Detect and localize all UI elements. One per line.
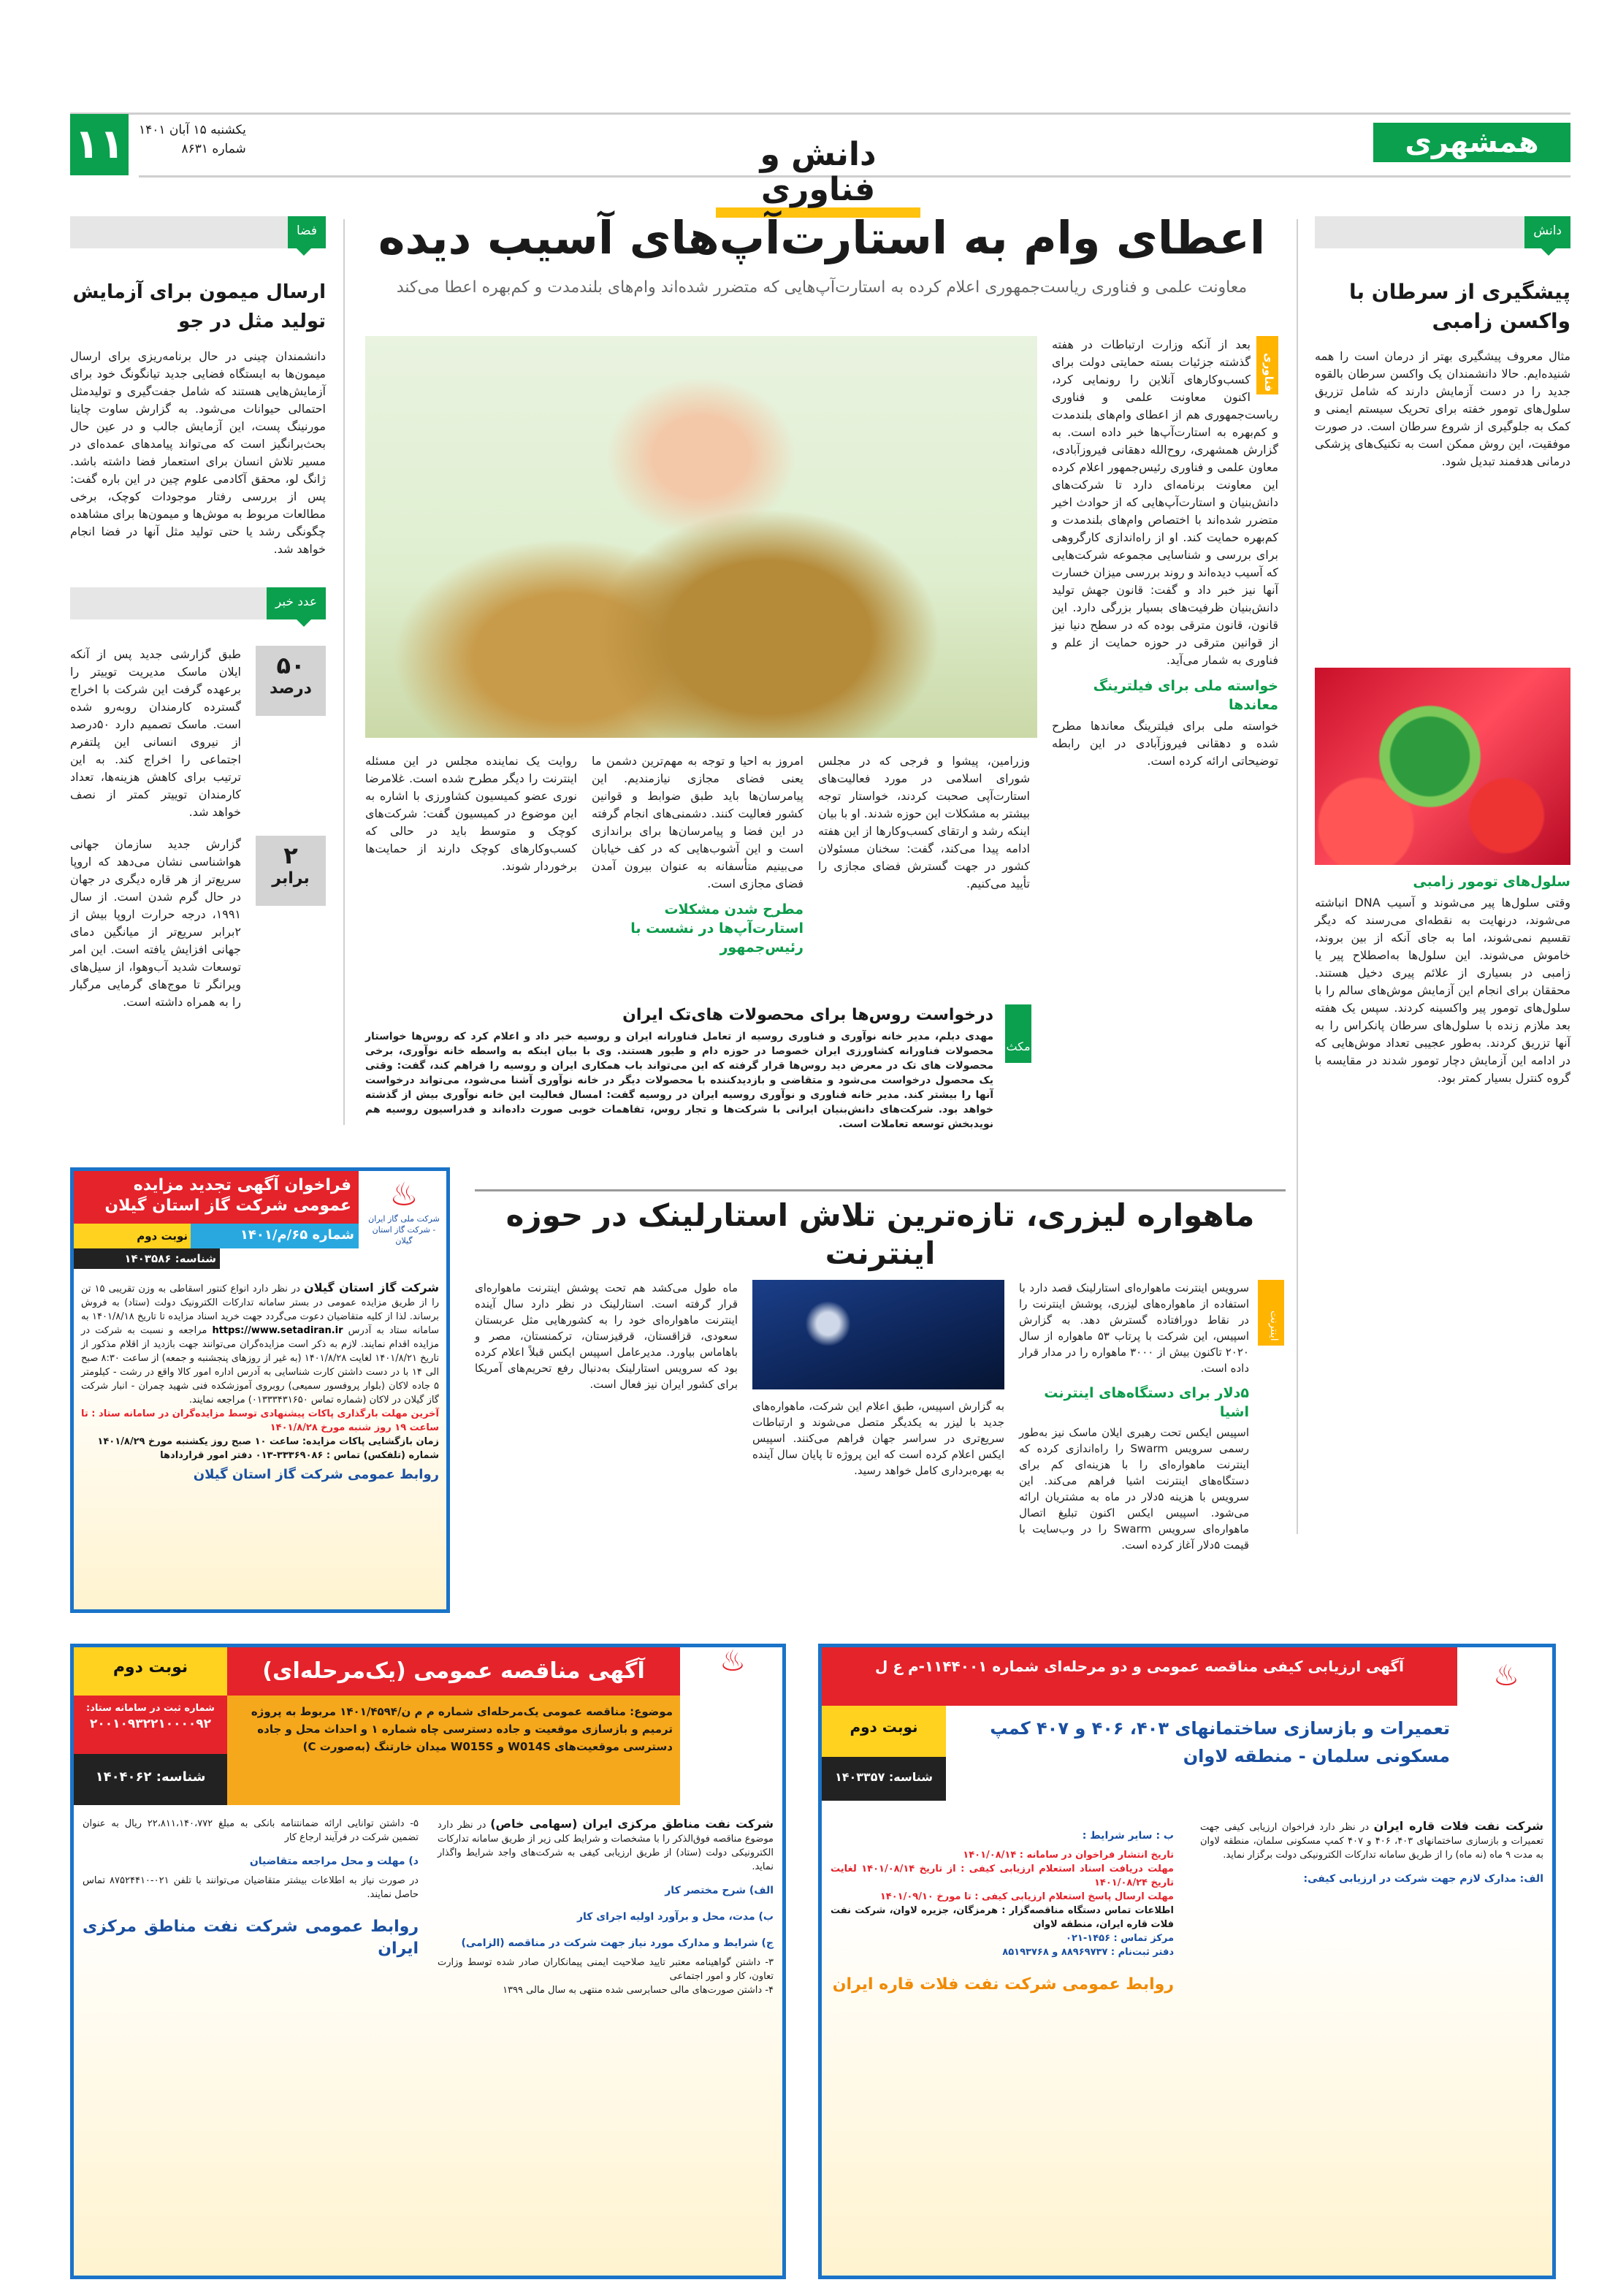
main-body: وزرامین، پیشوا و فرجی که در مجلس شورای اسلامی در مورد فعالیت‌های استارت‌آپی صحبت کردند، خواستار توجه بیشتر به مشکلات این حوزه شدند. او با بیان اینکه رشد و ارتقای کسب‌وکارها از این هفته ادامه پیدا می‌کند، گفت: سخنان مسئولان کشور در جهت گسترش فضای مجازی را تأیید می‌کنیم.: [818, 754, 1030, 890]
number-box: [256, 646, 326, 716]
caption-body: وقتی سلول‌ها پیر می‌شوند و آسیب DNA انباشته می‌شوند، درنهایت به نقطه‌ای می‌رسند که دیگر تقسیم نمی‌شوند، اما به جای آنکه از بین بروند، خاموش می‌شوند. این سلول‌ها به‌اصطلاح پیر یا زامبی در بسیاری از علائم پیری دخیل هستند. محققان برای انجام این آزمایش موش‌های سالم را با سلول‌های تومور پیر واکسینه کردند. سپس یک هفته بعد ملازم زنده با سلول‌های سرطان پانکراس را به آنها تزریق کردند. به‌طور عجیبی تعداد موش‌هایی که در ادامه این آزمایش دچار تومور شدند در مقایسه با گروه کنترل بسیار کمتر بود.: [1315, 896, 1570, 1085]
ad-opening: زمان بازگشایی پاکات مزایده: ساعت ۱۰ صبح روز یکشنبه مورخ ۱۴۰۱/۸/۲۹: [97, 1436, 439, 1447]
ad-title: فراخوان آگهی تجدید مزایده عمومی شرکت گاز استان گیلان: [74, 1171, 359, 1224]
ad-id: شناسه: ۱۴۰۳۵۸۶: [74, 1248, 220, 1269]
section-bar: [1315, 216, 1570, 248]
section-tag: فضا: [288, 216, 326, 248]
number-value: ۵۰: [276, 652, 305, 679]
ad-deadline: آخرین مهلت بارگذاری پاکات پیشنهادی توسط مزایده‌گران در سامانه ستاد : تا ساعت ۱۹ روز شنبه مورخ ۱۴۰۱/۸/۲۸: [81, 1408, 439, 1433]
ad-title: آگهی ارزیابی کیفی مناقصه عمومی و دو مرحله‌ای شماره ۱۱۴۴۰۰۱-م ع ل: [822, 1647, 1457, 1706]
makth-body: مهدی دیلم، مدیر خانه نوآوری و فناوری روسیه از تعامل فناورانه ایران و روسیه خبر داد و اعلام کرد که روس‌ها خواستار محصولات فناورانه کشاورزی ایران خصوصا در حوزه دام و طیور هستند. وی با بیان اینکه به واسطه خانه نوآوری، برخی محصولات های تک در معرض دید روس‌ها قرار گرفته که این می‌تواند باب همکاری ایران و روسیه را فراهم کند، گفت: وقتی یک محصول درخواست می‌شود و متقاضی و بازدیدکننده با محصولات دیگر در خانه نوآوری آشنا می‌شود، می‌تواند درخواست آنها را بیشتر کند. مدیر خانه فناوری و نوآوری روسیه ایران در روسیه گفت: امسال فعالیت این خانه نوآوری بیش از گذشته خواهد بود. شرکت‌های دانش‌بنیان ایرانی با شرکت‌ها و تجار روس، تفاهمات خوبی صورت داده‌اند و فدراسیون روسیه هم نویدبخش توسعه تعاملات است.: [365, 1031, 993, 1130]
main-col-4: [365, 752, 577, 875]
main-body: روایت یک نماینده مجلس در این مسئله اینترنت را دیگر مطرح شده است. غلامرضا نوری عضو کمیسیون کشاورزی با اشاره به این موضوع در کمیسیون گفت: شرکت‌های کوچک و متوسط باید در حالی که کسب‌وکارهای کوچک دارند از حمایت‌ها برخوردار شوند.: [365, 754, 577, 873]
ad-footer: روابط عمومی شرکت نفت مناطق مرکزی ایران: [83, 1918, 419, 1958]
satellite-body: اسپیس ایکس تحت رهبری ایلان ماسک نیز به‌طور رسمی سرویس Swarm را راه‌اندازی کرده که اینترنت ماهواره‌ای را با هزینه‌ای کم برای دستگاه‌های اینترنت اشیا فراهم می‌کند. این سرویس با هزینه ۵دلار در ماه به مشتریان ارائه می‌شود. اسپیس ایکس اکنون تبلیغ اتصال ماهواره‌ای سرویس Swarm را در وب‌سایت با قیمت ۵دلار آغاز کرده است.: [1019, 1426, 1249, 1552]
article-body: دانشمندان چینی در حال برنامه‌ریزی برای ارسال میمون‌ها به ایستگاه فضایی جدید تیانگونگ خود برای آزمایش‌هایی هستند که شامل جفت‌گیری و تولیدمثل احتمالی حیوانات می‌شود. به گزارش ساوت چاینا مورنینگ پست، این آزمایش جالب و در عین حال بحث‌برانگیز است که می‌تواند پیامدهای عمده‌ای در مسیر تلاش انسان برای استعمار فضا داشته باشد. ژانگ لو، محقق آکادمی علوم چین در این باره گفت: پس از بررسی رفتار موجودات کوچک، برخی مطالعات مربوط به موش‌ها و میمون‌ها برای مشاهده چگونگی رشد یا حتی تولید مثل آنها در فضا انجام خواهد شد.: [70, 349, 326, 556]
ad-item: الف) شرح مختصر کار: [665, 1885, 774, 1896]
makth-box: [365, 1004, 993, 1132]
coins-plant-image: [365, 336, 1037, 738]
ad-body: [438, 1817, 774, 1997]
zombie-cells-image: [1315, 668, 1570, 865]
ad-text: در نظر دارد انواع کنتور اسقاطی به وزن تقریبی ۱۵ تن را از طریق مزایده عمومی در بستر سامانه تدارکات الکترونیک دولت (ستاد) به فروش برساند. لذا از کلیه متقاضیان دعوت می‌گردد جهت خرید اسناد مزایده تا تاریخ ۱۴۰۱/۸/۱۸ به سامانه ستاد به آدرس: [81, 1284, 439, 1336]
ad-footer: روابط عمومی شرکت نفت فلات قاره ایران: [832, 1975, 1174, 1994]
oil-company-logo: [1466, 1659, 1546, 1693]
right-column: [1315, 216, 1570, 1087]
main-subhead: خواسته ملی برای فیلترینگ معاندها: [1093, 678, 1278, 713]
number-value: ۲: [283, 842, 298, 869]
column-divider: [1297, 219, 1298, 1534]
ad-item: اطلاعات تماس دستگاه مناقصه‌گزار : هرمزگان، جزیره لاوان، شرکت نفت فلات قاره ایران، منطقه لاوان: [831, 1905, 1174, 1930]
flame-icon: ♨: [389, 1176, 419, 1213]
ad-item: ج) شرایط و مدارک مورد نیاز جهت شرکت در مناقصه (الزامی): [461, 1937, 774, 1949]
section-tag: دانش: [1524, 216, 1570, 248]
main-tag: فناوری: [1256, 336, 1278, 394]
ad-contact: مرکز تماس : ۱۴۵۶-۰۲۱: [1066, 1933, 1174, 1944]
satellite-body: ماه طول می‌کشد هم تحت پوشش اینترنت ماهواره‌ای قرار گرفته است. استارلینک در نظر دارد سال آینده اینترنت ماهواره‌ای خود را به کشورهایی مثل عربستان سعودی، قزاقستان، قرقیزستان، ترکمنستان، مصر و باهاماس بیاورد. مدیرعامل اسپیس ایکس قبلاً اعلام کرده بود که سرویس استارلینک به‌دنبال رفع تحریم‌های آمریکا برای کشور ایران نیز فعال است.: [475, 1281, 738, 1391]
setad-link[interactable]: https://www.setadiran.ir: [212, 1325, 343, 1336]
ad-number: شماره ۶۵/م/۱۴۰۱: [191, 1224, 359, 1248]
ad-text: مراجعه و نسبت به شرکت در مزایده اقدام نمایند. لازم به ذکر است مزایده‌گران می‌توانند جهت بازدید از اقلام مذکور از تاریخ ۱۴۰۱/۸/۲۱ لغایت ۱۴۰۱/۸/۲۸ (به غیر از روزهای پنجشنبه و جمعه) از ساعت ۸:۳۰ صبح الی ۱۴ با در دست داشتن کارت شناسایی به آدرس اداره امور کالا واقع در رشت - کیلومتر ۵ جاده لاکان (بلوار پروفسور سمیعی) روبروی آموزشکده فنی شهید چمران - انبار شرکت گاز گیلان در لاکان (شماره تماس ۰۱۳۳۳۴۳۱۶۵۰) مراجعه نمایند.: [81, 1325, 440, 1406]
ad-central-oil: [70, 1644, 786, 2279]
makth-title: درخواست روس‌ها برای محصولات های‌تک ایران: [622, 1006, 993, 1024]
ad-body: [1200, 1819, 1543, 1891]
number-box: [256, 836, 326, 906]
ad-subject: تعمیرات و بازسازی ساختمانهای ۴۰۳، ۴۰۶ و ۴۰۷ کمپ مسکونی سلمان - منطقه لاوان: [990, 1718, 1450, 1766]
ad-body-left: [83, 1817, 419, 1960]
main-body: بعد از آنکه وزارت ارتباطات در هفته گذشته جزئیات بسته حمایتی دولت برای کسب‌وکارهای آنلاین را رونمایی کرد، اکنون معاونت علمی و فناوری ریاست‌جمهوری هم از اعطای وام‌های بلندمدت و کم‌بهره به استارت‌آپ‌ها خبر داده است. به گزارش همشهری، روح‌الله دهقانی فیروزآبادی، معاون علمی و فناوری رئیس‌جمهور اعلام کرده این معاونت برنامه‌ای دارد تا شرکت‌های دانش‌بنیان و استارت‌آپ‌هایی که از حوادث اخیر متضرر شده‌اند با اختصاص وام‌های بلندمدت و کم‌بهره حمایت کند. او از راه‌اندازی کارگروهی برای بررسی و شناسایی مجموعه شرکت‌هایی که آسیب دیده‌اند و روند بررسی میزان خسارت آنها نیز خبر داد و گفت: قانون جهش تولید دانش‌بنیان ظرفیت‌های بسیار بزرگی دارد. این قانون، قانون مترقی بوده که در سطح دنیا نیز از قوانین مترقی در حوزه حمایت از علم و فناوری به شمار می‌آید.: [1052, 337, 1278, 667]
section-rule: [475, 1189, 1286, 1191]
ad-text: در نظر دارد موضوع مناقصه فوق‌الذکر را با مشخصات و شرایط کلی زیر از طریق سامانه تدارکات الکترونیکی دولت (ستاد) از طریق ارزیابی کیفی به شرکت‌های واجد شرایط واگذار نماید.: [438, 1820, 774, 1872]
section-title: دانش و فناوری: [716, 137, 920, 218]
main-body: امروز به احیا و توجه به مهم‌ترین دشمن ما یعنی فضای مجازی نیازمندیم. این پیامرسان‌ها باید طبق ضوابط و قوانین کشور فعالیت کنند. دشمنی‌های انجام گرفته در این فضا و پیامرسان‌ها برای براندازی است و این آشوب‌هایی که در کف خیابان می‌بینیم متأسفانه به عنوان بیرون آمدن فضای مجازی است.: [592, 754, 804, 890]
satellite-col-2: [752, 1398, 1004, 1479]
ad-body-left: [831, 1819, 1174, 1996]
ad-contact: در صورت نیاز به اطلاعات بیشتر متقاضیان می‌توانند با تلفن ۰۲۱-۸۷۵۲۴۴۱۰ تماس حاصل نمایند.: [83, 1875, 419, 1900]
number-item: [70, 646, 326, 821]
ad-round: نوبت دوم: [74, 1647, 227, 1696]
number-unit: درصد: [270, 679, 312, 698]
ad-item: ب : سایر شرایط :: [1082, 1830, 1174, 1842]
left-column: [70, 216, 326, 1011]
issue-date: یکشنبه ۱۵ آبان ۱۴۰۱: [139, 123, 246, 137]
satellite-subhead: ۵دلار برای دستگاه‌های اینترنت اشیا: [1044, 1385, 1249, 1420]
ad-text: در نظر دارد فراخوان ارزیابی کیفی جهت تعمیرات و بازسازی ساختمانهای ۴۰۳، ۴۰۶ و ۴۰۷ کمپ مسکونی سلمان، منطقه لاوان به مدت ۹ ماه (نه ماه) را از طریق سامانه تدارکات الکترونیکی دولت برگزار نماید.: [1200, 1822, 1543, 1861]
ad-setad: شماره ثبت در سامانه ستاد: ۲۰۰۱۰۹۳۲۲۱۰۰۰۰۹۲: [74, 1696, 227, 1754]
ad-item: ب) مدت، محل و برآورد اولیه اجرای کار: [576, 1911, 774, 1923]
number-text: طبق گزارشی جدید پس از آنکه ایلان ماسک مدیریت توییتر را برعهده گرفت این شرکت با اخراج گسترده کارمندان روبه‌رو شده است. ماسک تصمیم دارد ۵۰درصد از نیروی انسانی این پلتفرم اجتماعی را اخراج کند. به این ترتیب برای کاهش هزینه‌ها، تعداد کارمندان توییتر کمتر از نصف خواهد شد.: [70, 647, 241, 819]
caption-title: سلول‌های تومور زامبی: [1413, 874, 1570, 890]
page-number: ۱۱: [70, 114, 129, 175]
ad-item: مهلت دریافت اسناد استعلام ارزیابی کیفی : از تاریخ ۱۴۰۱/۰۸/۱۴ لغایت تاریخ ۱۴۰۱/۰۸/۲۴: [831, 1864, 1174, 1888]
main-subhead: مطرح شدن مشکلات استارت‌آپ‌ها در نشست با رئیس‌جمهور: [630, 901, 804, 956]
main-col-3: [592, 752, 804, 960]
section-bar: [70, 216, 326, 248]
numbers-tag: عدد خبر: [267, 587, 326, 619]
gas-company-logo: ♨ شرکت ملی گاز ایران - شرکت گاز استان گیلان: [368, 1176, 440, 1246]
number-text: گزارش جدید سازمان جهانی هواشناسی نشان می‌دهد که اروپا سریع‌تر از هر قاره دیگری در جهان در حال گرم شدن است. از سال ۱۹۹۱، درجه حرارت اروپا بیش از ۲برابر سریع‌تر از میانگین دمای جهانی افزایش یافته است. این امر توسعات شدید آب‌وهوا، از سیل‌های ویرانگر تا موج‌های گرمایی مرگبار را به همراه داشته است.: [70, 837, 241, 1009]
satellite-tag: اینترنت: [1258, 1280, 1284, 1346]
makth-tag: مکث: [1005, 1004, 1031, 1063]
column-divider: [343, 219, 345, 1125]
number-unit: برابر: [272, 869, 310, 888]
ad-round: نوبت دوم: [74, 1224, 191, 1248]
satellite-image: [752, 1280, 1004, 1389]
ad-footer: روابط عمومی شرکت گاز استان گیلان: [193, 1467, 439, 1482]
ad-item: د) مهلت و محل مراجعه متقاضیان: [249, 1856, 419, 1867]
satellite-col-3: [475, 1280, 738, 1392]
ad-id: شناسه: ۱۴۰۴۰۶۲: [74, 1754, 227, 1805]
issue-info: [139, 121, 246, 159]
ad-item: ۵- داشتن توانایی ارائه ضمانتنامه بانکی به مبلغ ۲۲،۸۱۱،۱۴۰،۷۷۲ ریال به عنوان تضمین شرکت در فرآیند ارجاع کار: [83, 1818, 419, 1843]
article-title: ارسال میمون برای آزمایش تولید مثل در جو: [72, 281, 326, 332]
main-headline: اعطای وام به استارت‌آپ‌های آسیب دیده: [378, 211, 1266, 264]
issue-number: شماره ۸۶۳۱: [181, 142, 246, 156]
main-lead: معاونت علمی و فناوری ریاست‌جمهوری اعلام کرده به استارت‌آپ‌هایی که متضرر شده‌اند وام‌های بلندمدت و کم‌بهره اعطا می‌کند: [396, 278, 1248, 297]
article-body: مثال معروف پیشگیری بهتر از درمان است را همه شنیده‌ایم. حالا دانشمندان یک واکسن سرطان بالقوه جدید را در دست آزمایش دارند که شامل تزریق سلول‌های تومور خفته برای تحریک سیستم ایمنی و کمک به جلوگیری از شروع سرطان است. در صورت موفقیت، این روش ممکن است به تکنیک‌های پزشکی درمانی هدفمند تبدیل شود.: [1315, 349, 1570, 468]
ad-item: مهلت ارسال پاسخ استعلام ارزیابی کیفی : تا مورخ ۱۴۰۱/۰۹/۱۰: [879, 1891, 1174, 1902]
ad-lead: شرکت نفت فلات قاره ایران: [1373, 1819, 1543, 1833]
ad-lead: شرکت نفت مناطق مرکزی ایران (سهامی خاص): [490, 1817, 774, 1831]
ad-contact: دفتر ثبت‌نام : ۸۸۹۶۹۷۳۷ و ۸۵۱۹۳۷۶۸: [1002, 1947, 1174, 1958]
satellite-headline: ماهواره لیزری، تازه‌ترین تلاش استارلینک در حوزه اینترنت: [505, 1197, 1255, 1271]
main-col-2: [818, 752, 1030, 893]
main-body: خواسته ملی برای فیلترینگ معاندها مطرح شده و دهقانی فیروزآبادی در این رابطه توضیحاتی ارائه کرده است.: [1052, 719, 1278, 768]
oil-company-logo: [689, 1644, 776, 1678]
ad-contact: شماره (تلفکس) تماس : ۳۳۳۶۹۰۸۶-۰۱۳ دفتر امور قراردادها: [160, 1450, 439, 1461]
newspaper-logo[interactable]: همشهری: [1373, 123, 1570, 162]
main-col-1: [1052, 336, 1278, 770]
ad-pars-oil: [818, 1644, 1556, 2279]
section-bar: [70, 587, 326, 619]
ad-item: ۳- داشتن گواهینامه معتبر تایید صلاحیت ایمنی پیمانکاران صادر شده توسط وزارت تعاون، کار و امور اجتماعی: [438, 1957, 774, 1982]
header-top-rule: [70, 112, 1570, 115]
flame-icon: ♨: [1493, 1659, 1519, 1693]
ad-body: [81, 1281, 439, 1484]
ad-item: ۴- داشتن صورت‌های مالی حسابرسی شده منتهی به سال مالی ۱۳۹۹: [503, 1985, 774, 1996]
ad-round: نوبت دوم: [822, 1706, 946, 1757]
ad-lead: شرکت گاز استان گیلان: [304, 1281, 440, 1294]
satellite-col-1: [1019, 1280, 1249, 1553]
number-item: [70, 836, 326, 1011]
satellite-body: به گزارش اسپیس، طبق اعلام این شرکت، ماهواره‌های جدید با لیزر به یکدیگر متصل می‌شوند و ارتباطات سریع‌تری در سراسر جهان فراهم می‌کنند. اسپیس ایکس اعلام کرده است که این پروژه تا پایان سال آینده به بهره‌برداری کامل خواهد رسید.: [752, 1400, 1004, 1477]
satellite-body: سرویس اینترنت ماهواره‌ای استارلینک قصد دارد با استفاده از ماهواره‌های لیزری، پوشش اینترنت را در نقاط دورافتاده گسترش دهد. به گزارش اسپیس، این شرکت با پرتاب ۵۳ ماهواره از سال ۲۰۲۰ تاکنون بیش از ۳۰۰۰ ماهواره را در مدار قرار داده است.: [1019, 1281, 1249, 1375]
ad-item: تاریخ انتشار فراخوان در سامانه : ۱۴۰۱/۰۸/۱۴: [963, 1850, 1174, 1861]
ad-item: الف: مدارک لازم جهت شرکت در ارزیابی کیفی:: [1303, 1873, 1543, 1885]
ad-gilan-gas: [70, 1167, 450, 1613]
article-title: پیشگیری از سرطان با واکسن زامبی: [1349, 280, 1570, 333]
ad-title: آگهی مناقصه عمومی (یک‌مرحله‌ای): [227, 1647, 680, 1696]
ad-id: شناسه: ۱۴۰۳۳۵۷: [822, 1757, 946, 1801]
flame-icon: ♨: [719, 1644, 746, 1678]
ad-subject: موضوع: مناقصه عمومی یک‌مرحله‌ای شماره م م ن/۱۴۰۱/۴۵۹۴ مربوط به پروژه ترمیم و بازسازی موقعیت و جاده دسترسی چاه شماره ۱ و احداث محل و جاده دسترسی موقعیت‌های W014S و W015S میدان خارتنگ (به‌صورت C): [227, 1696, 680, 1805]
